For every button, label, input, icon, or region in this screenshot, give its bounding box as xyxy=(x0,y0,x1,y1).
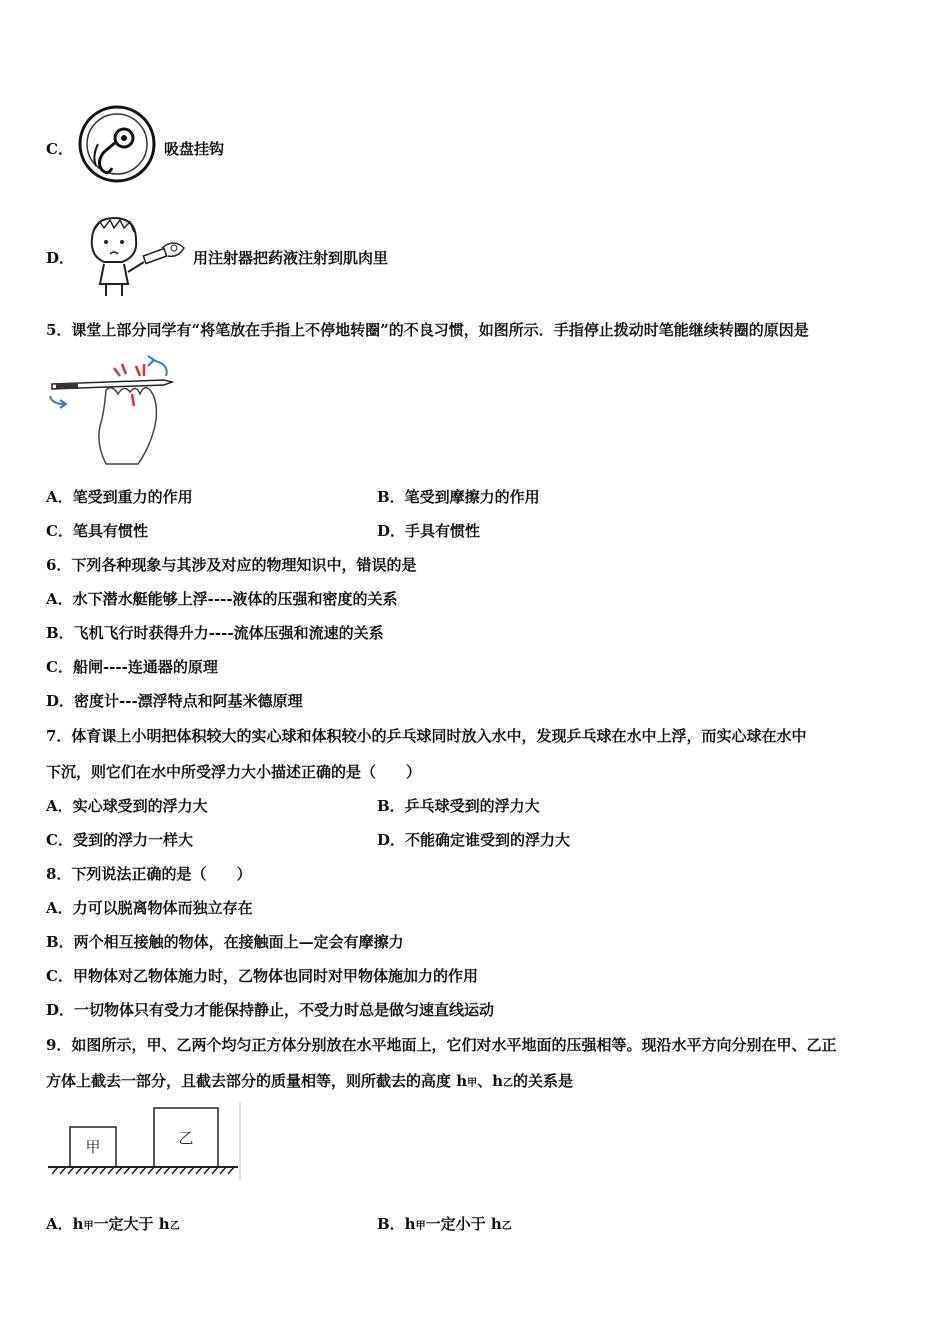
q8-option-b: B．两个相互接触的物体，在接触面上—定会有摩擦力 xyxy=(46,933,404,951)
cube-jia-label: 甲 xyxy=(85,1138,101,1156)
q5-option-d: D．手具有惯性 xyxy=(377,522,481,540)
q5-stem: 5．课堂上部分同学有“将笔放在手指上不停地转圈”的不良习惯，如图所示．手指停止拨动时笔能继续转圈的原因是 xyxy=(46,321,809,339)
q8-option-d: D．一切物体只有受力才能保持静止，不受力时总是做匀速直线运动 xyxy=(46,1001,495,1019)
q9-option-a: A．h甲一定大于 h乙 xyxy=(46,1215,180,1233)
q9-stem-line2: 方体上截去一部分，且截去部分的质量相等，则所截去的高度 h甲、h乙的关系是 xyxy=(46,1072,574,1090)
q6-option-b: B．飞机飞行时获得升力----流体压强和流速的关系 xyxy=(46,624,384,642)
q7-option-b: B．乒乓球受到的浮力大 xyxy=(377,797,540,815)
cube-yi-label: 乙 xyxy=(178,1129,194,1147)
q7-option-c: C．受到的浮力一样大 xyxy=(46,831,193,849)
q5-option-c: C．笔具有惯性 xyxy=(46,522,148,540)
option-c-label: C． xyxy=(46,140,73,158)
option-d-label: D． xyxy=(46,249,75,267)
q7-option-a: A．实心球受到的浮力大 xyxy=(46,797,208,815)
ground-hatching xyxy=(52,1167,234,1174)
q6-stem: 6．下列各种现象与其涉及对应的物理知识中，错误的是 xyxy=(46,556,417,574)
option-d-text: 用注射器把药液注射到肌肉里 xyxy=(193,249,389,267)
q7-stem-line2: 下沉，则它们在水中所受浮力大小描述正确的是（ ） xyxy=(46,763,422,781)
q5-option-b: B．笔受到摩擦力的作用 xyxy=(377,488,540,506)
q9-option-b: B．h甲一定小于 h乙 xyxy=(377,1215,512,1233)
option-c-text: 吸盘挂钩 xyxy=(164,140,225,158)
q7-stem-line1: 7．体育课上小明把体积较大的实心球和体积较小的乒乓球同时放入水中，发现乒乓球在水中上浮，而实心球在水中 xyxy=(46,727,807,745)
q8-option-a: A．力可以脱离物体而独立存在 xyxy=(46,899,253,917)
q9-stem-line1: 9．如图所示，甲、乙两个均匀正方体分别放在水平地面上，它们对水平地面的压强相等。现沿水平方向分别在甲、乙正 xyxy=(46,1036,837,1054)
q6-option-c: C．船闸----连通器的原理 xyxy=(46,658,218,676)
q7-option-d: D．不能确定谁受到的浮力大 xyxy=(377,831,571,849)
q6-option-a: A．水下潜水艇能够上浮----液体的压强和密度的关系 xyxy=(46,590,398,608)
injection-figure xyxy=(74,208,190,298)
q8-option-c: C．甲物体对乙物体施力时，乙物体也同时对甲物体施加力的作用 xyxy=(46,967,478,985)
q6-option-d: D．密度计---漂浮特点和阿基米德原理 xyxy=(46,692,303,710)
q5-option-a: A．笔受到重力的作用 xyxy=(46,488,193,506)
pen-spinning-figure xyxy=(46,354,180,468)
cubes-figure xyxy=(46,1100,242,1182)
q8-stem: 8．下列说法正确的是（ ） xyxy=(46,865,252,883)
suction-hook-figure xyxy=(74,104,160,184)
